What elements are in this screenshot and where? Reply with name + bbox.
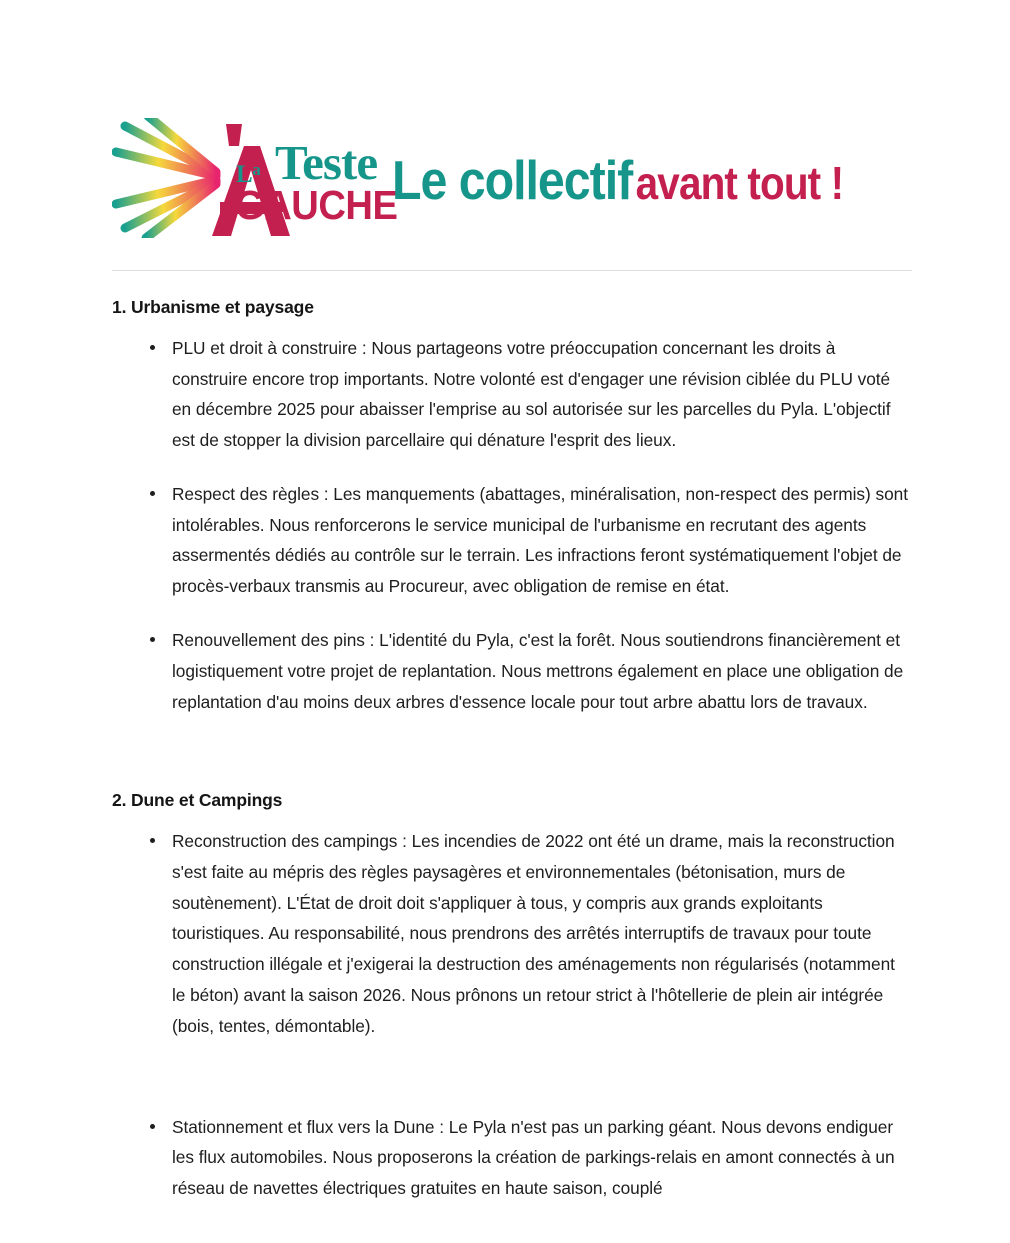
list-item: Stationnement et flux vers la Dune : Le Pyla n'est pas un parking géant. Nous devons endiguer les flux automobiles. Nous proposerons la création de parkings-relais en amont connectés à un réseau de navettes électriques gratuites en haute saison, couplé	[112, 1112, 912, 1204]
list-item: Reconstruction des campings : Les incendies de 2022 ont été un drame, mais la reconstruction s'est faite au mépris des règles paysagères et environnementales (bétonisation, murs de soutènement). L'État de droit doit s'appliquer à tous, y compris aux grands exploitants touristiques. Au responsabilité, nous prendrons des arrêtés interruptifs de travaux pour toute construction illégale et j'exigerai la destruction des aménagements non régularisés (notamment le béton) avant la saison 2026. Nous prônons un retour strict à l'hôtellerie de plein air intégrée (bois, tentes, démontable).	[112, 826, 912, 1041]
tagline-part-collectif: Le collectif	[392, 148, 633, 211]
list-item: PLU et droit à construire : Nous partageons votre préoccupation concernant les droits à construire encore trop importants. Notre volonté est d'engager une révision ciblée du PLU voté en décembre 2025 pour abaisser l'emprise au sol autorisée sur les parcelles du Pyla. L'objectif est de stopper la division parcellaire qui dénature l'esprit des lieux.	[112, 333, 912, 456]
list-item: Renouvellement des pins : L'identité du Pyla, c'est la forêt. Nous soutiendrons financièrement et logistiquement votre projet de replantation. Nous mettrons également en place une obligation de replantation d'au moins deux arbres d'essence locale pour tout arbre abattu lors de travaux.	[112, 625, 912, 717]
logo-word-teste: Teste	[275, 135, 378, 190]
section-title: 1. Urbanisme et paysage	[112, 297, 314, 317]
section-dune-et-campings	[112, 789, 912, 1204]
document-header	[112, 112, 912, 242]
bullet-list	[112, 333, 912, 718]
document-body	[112, 296, 912, 1204]
logo-word-la: $L^a$	[236, 160, 261, 188]
section-spacer	[112, 717, 912, 789]
section-urbanisme-et-paysage	[112, 296, 912, 717]
tagline	[392, 148, 844, 211]
bullet-list	[112, 826, 912, 1204]
header-divider	[112, 270, 912, 271]
tagline-part-avant-tout: avant tout !	[635, 156, 844, 209]
logo-word-gauche: GAUCHE	[235, 182, 398, 228]
logo-wordmark	[218, 130, 398, 236]
section-title: 2. Dune et Campings	[112, 790, 283, 811]
list-item: Respect des règles : Les manquements (abattages, minéralisation, non-respect des permis) sont intolérables. Nous renforcerons le service municipal de l'urbanisme en recrutant des agents assermentés dédiés au contrôle sur le terrain. Les infractions feront systématiquement l'objet de procès-verbaux transmis au Procureur, avec obligation de remise en état.	[112, 479, 912, 602]
la-teste-gauche-logo	[112, 114, 398, 240]
